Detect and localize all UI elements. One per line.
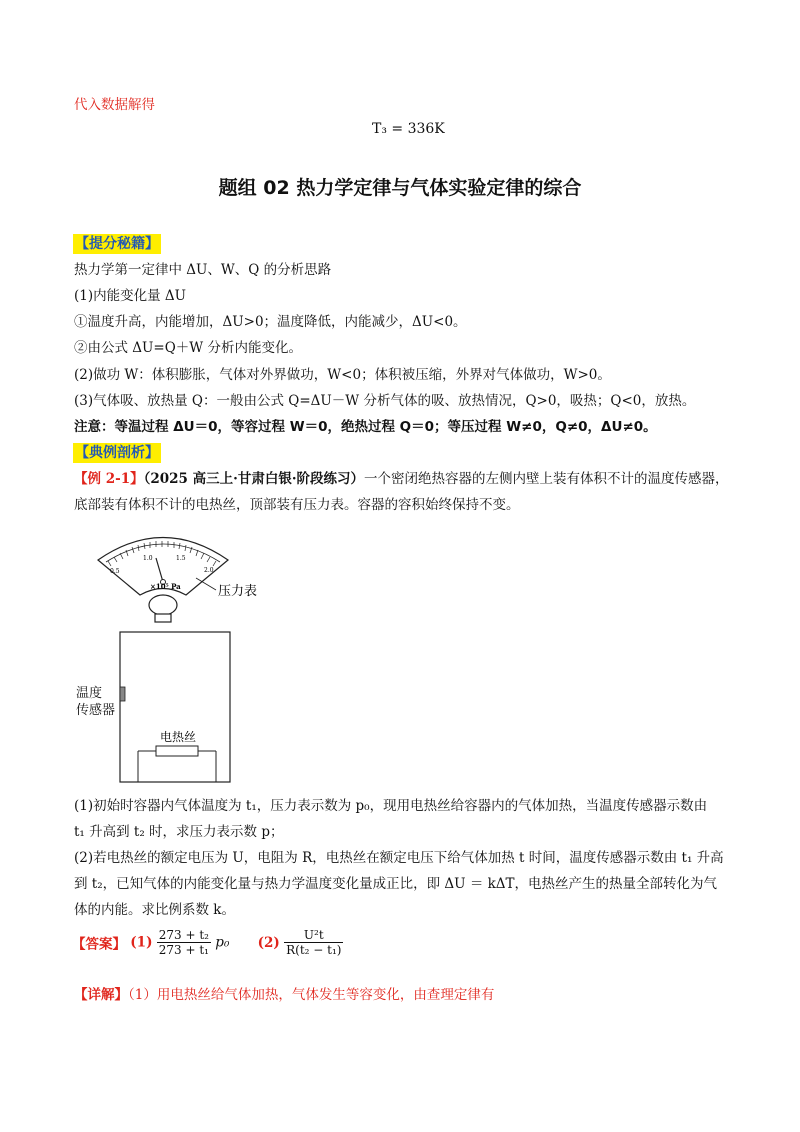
section-tips-heading: 【提分秘籍】 — [75, 236, 159, 252]
detail-label: 【详解】 — [74, 987, 128, 1003]
question-1-line-2: t₁ 升高到 t₂ 时，求压力表示数 p； — [74, 824, 284, 840]
sensor-label — [76, 685, 115, 719]
detail-text: （1）用电热丝给气体加热，气体发生等容变化，由查理定律有 — [128, 987, 495, 1003]
example-stem-1: 一个密闭绝热容器的左侧内壁上装有体积不计的温度传感器， — [364, 471, 729, 487]
question-2-line-1: (2)若电热丝的额定电压为 U，电阻为 R，电热丝在额定电压下给气体加热 t 时间，温度传感器示数由 t₁ 升高 — [74, 850, 724, 866]
apparatus-figure — [68, 520, 258, 790]
heater-label: 电热丝 — [160, 730, 197, 744]
answer-part-1: (1) — [130, 934, 153, 951]
answer-2-numerator: U²t — [284, 928, 343, 943]
question-2-line-2: 到 t₂，已知气体的内能变化量与热力学温度变化量成正比，即 ΔU ＝ kΔT，电热丝产生的热量全部转化为气 — [74, 876, 718, 892]
gauge-tick-label: 1.0 — [143, 555, 153, 562]
tips-line: ②由公式 ΔU=Q＋W 分析内能变化。 — [74, 340, 302, 356]
tips-line: (1)内能变化量 ΔU — [74, 288, 187, 304]
answer-1-tail: p₀ — [215, 934, 230, 951]
intro-text: 代入数据解得 — [74, 97, 155, 113]
answer-1-numerator: 273 + t₂ — [158, 928, 209, 942]
tips-line: 热力学第一定律中 ΔU、W、Q 的分析思路 — [74, 262, 332, 278]
answer-part-2: (2) — [257, 934, 280, 951]
example-tag: 【例 2-1】 — [74, 471, 144, 487]
answer-2-fraction — [284, 928, 343, 957]
sensor-label-line: 温度 — [76, 686, 103, 701]
answer-block — [72, 928, 343, 957]
section-example-heading: 【典例剖析】 — [75, 445, 159, 461]
gauge-tick-label: 1.5 — [176, 555, 186, 562]
example-stem-2: 底部装有体积不计的电热丝，顶部装有压力表。容器的容积始终保持不变。 — [74, 497, 520, 513]
heater-wire — [156, 746, 198, 756]
example-source: （2025 高三上·甘肃白银·阶段练习） — [143, 471, 365, 487]
question-1-line-1: (1)初始时容器内气体温度为 t₁，压力表示数为 p₀，现用电热丝给容器内的气体加热，当温度传感器示数由 — [74, 798, 708, 814]
answer-label: 【答案】 — [72, 936, 126, 953]
gauge-tick-label: 2.0 — [204, 567, 214, 574]
example-stem-line-1 — [74, 470, 729, 488]
answer-1-denominator: 273 + t₁ — [158, 943, 209, 957]
gauge-tick-label: 0.5 — [110, 568, 120, 575]
gauge-unit: ×10⁵ Pa — [150, 582, 181, 591]
question-2-line-3: 体的内能。求比例系数 k。 — [74, 902, 235, 918]
tips-note: 注意：等温过程 ΔU＝0，等容过程 W＝0，绝热过程 Q＝0；等压过程 W≠0，Q≠0，ΔU≠0。 — [74, 419, 657, 435]
temperature-sensor — [120, 687, 125, 701]
tips-line: (2)做功 W：体积膨胀，气体对外界做功，W<0；体积被压缩，外界对气体做功，W>0。 — [74, 367, 611, 383]
tips-line: (3)气体吸、放热量 Q：一般由公式 Q=ΔU－W 分析气体的吸、放热情况，Q>0，吸热；Q<0，放热。 — [74, 393, 696, 409]
tips-line: ①温度升高，内能增加，ΔU>0；温度降低，内能减少，ΔU<0。 — [74, 314, 467, 330]
detail-line — [74, 986, 494, 1004]
page-title: 题组 02 热力学定律与气体实验定律的综合 — [218, 177, 582, 199]
container — [120, 632, 230, 782]
gauge-label: 压力表 — [218, 584, 258, 599]
sensor-label-line: 传感器 — [76, 703, 116, 718]
answer-2-denominator: R(t₂ − t₁) — [286, 943, 342, 957]
result-formula: T₃ = 336K — [372, 121, 445, 137]
answer-1-fraction — [157, 928, 211, 957]
